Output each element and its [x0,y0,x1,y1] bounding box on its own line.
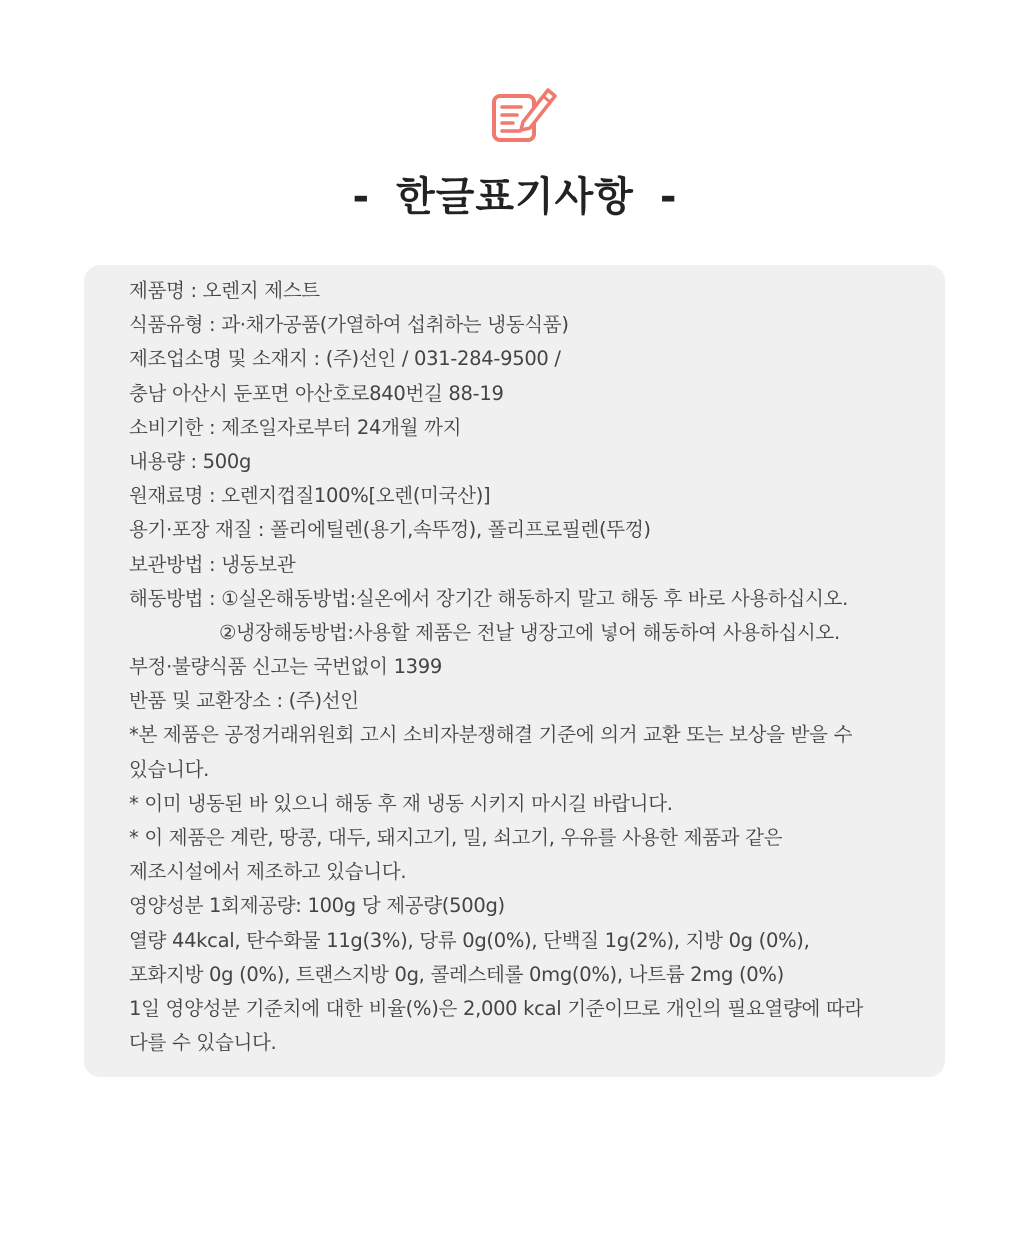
info-line-net-weight: 내용량 : 500g [129,449,252,473]
info-line-nutrition-values-cont: 포화지방 0g (0%), 트랜스지방 0g, 콜레스테롤 0mg(0%), 나트륨 2mg (0%) [129,962,784,986]
info-line-thaw-room-temp: 해동방법 : ①실온해동방법:실온에서 장기간 해동하지 말고 해동 후 바로 사용하십시오. [129,586,848,610]
page-title [0,165,1030,222]
info-line-notice: *본 제품은 공정거래위원회 고시 소비자분쟁해결 기준에 의거 교환 또는 보상을 받을 수 [129,723,853,747]
info-line-allergen: * 이 제품은 계란, 땅콩, 대두, 돼지고기, 밀, 쇠고기, 우유를 사용한 제품과 같은 [129,826,783,849]
info-line-nutrition-values: 열량 44kcal, 탄수화물 11g(3%), 당류 0g(0%), 단백질 1g(2%), 지방 0g (0%), [129,928,810,952]
info-line-report: 부정·불량식품 신고는 국번없이 1399 [129,655,443,679]
note-pencil-icon [488,82,558,146]
info-line-allergen-cont: 제조시설에서 제조하고 있습니다. [129,860,407,884]
label-info-box [84,265,945,1077]
info-line-expiry: 소비기한 : 제조일자로부터 24개월 까지 [129,415,462,439]
info-line-daily-value-note: 1일 영양성분 기준치에 대한 비율(%)은 2,000 kcal 기준이므로 개인의 필요열량에 따라 [129,996,864,1020]
info-line-packaging: 용기·포장 재질 : 폴리에틸렌(용기,속뚜껑), 폴리프로필렌(뚜껑) [129,518,651,542]
info-line-manufacturer: 제조업소명 및 소재지 : (주)선인 / 031-284-9500 / [129,347,561,371]
info-line-nutrition-serving: 영양성분 1회제공량: 100g 당 제공량(500g) [129,894,505,918]
info-line-thaw-fridge: ②냉장해동방법:사용할 제품은 전날 냉장고에 넣어 해동하여 사용하십시오. [219,620,840,644]
info-line-address: 충남 아산시 둔포면 아산호로840번길 88-19 [129,381,504,405]
title-text: 한글표기사항 [396,174,634,220]
title-dash-left: - [352,174,371,220]
info-line-product-name: 제품명 : 오렌지 제스트 [129,279,320,302]
info-line-ingredients: 원재료명 : 오렌지껍질100%[오렌(미국산)] [129,484,491,508]
info-line-refreeze-warning: * 이미 냉동된 바 있으니 해동 후 재 냉동 시키지 마시길 바랍니다. [129,791,673,815]
info-line-food-type: 식품유형 : 과·채가공품(가열하여 섭취하는 냉동식품) [129,313,569,337]
title-dash-right: - [659,174,678,220]
info-line-daily-value-note-cont: 다를 수 있습니다. [129,1031,277,1055]
info-line-notice-cont: 있습니다. [129,757,210,781]
info-line-returns: 반품 및 교환장소 : (주)선인 [129,689,359,713]
info-line-storage: 보관방법 : 냉동보관 [129,552,296,576]
